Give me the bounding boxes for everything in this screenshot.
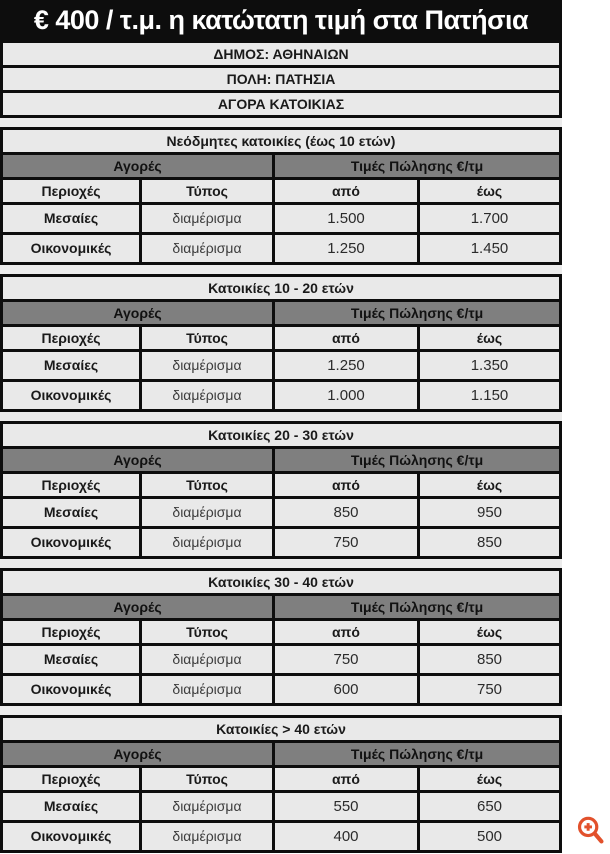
cell-area: Μεσαίες bbox=[3, 499, 139, 526]
group-header-prices: Τιμές Πώλησης €/τμ bbox=[275, 449, 559, 471]
col-header-area: Περιοχές bbox=[3, 180, 139, 202]
info-row-city: ΠΟΛΗ: ΠΑΤΗΣΙΑ bbox=[3, 68, 559, 90]
table-row bbox=[3, 205, 559, 232]
cell-price-to: 500 bbox=[420, 823, 559, 850]
group-header-row bbox=[3, 155, 559, 177]
cell-type: διαμέρισμα bbox=[142, 205, 272, 232]
cell-area: Οικονομικές bbox=[3, 529, 139, 556]
cell-price-from: 850 bbox=[275, 499, 417, 526]
section-10-20-years bbox=[0, 265, 562, 409]
group-header-prices: Τιμές Πώλησης €/τμ bbox=[275, 155, 559, 177]
group-header-prices: Τιμές Πώλησης €/τμ bbox=[275, 743, 559, 765]
table-row bbox=[3, 676, 559, 703]
col-header-area: Περιοχές bbox=[3, 474, 139, 496]
cell-area: Οικονομικές bbox=[3, 823, 139, 850]
cell-type: διαμέρισμα bbox=[142, 529, 272, 556]
cell-price-to: 750 bbox=[420, 676, 559, 703]
col-header-to: έως bbox=[420, 768, 559, 790]
group-header-markets: Αγορές bbox=[3, 743, 272, 765]
col-header-area: Περιοχές bbox=[3, 327, 139, 349]
col-header-type: Τύπος bbox=[142, 474, 272, 496]
group-header-row bbox=[3, 302, 559, 324]
cell-price-from: 600 bbox=[275, 676, 417, 703]
column-header-row bbox=[3, 768, 559, 790]
group-header-row bbox=[3, 596, 559, 618]
cell-price-from: 1.250 bbox=[275, 235, 417, 262]
cell-type: διαμέρισμα bbox=[142, 235, 272, 262]
cell-type: διαμέρισμα bbox=[142, 793, 272, 820]
group-header-prices: Τιμές Πώλησης €/τμ bbox=[275, 596, 559, 618]
table-row bbox=[3, 646, 559, 673]
table-row bbox=[3, 823, 559, 850]
section-divider bbox=[0, 265, 562, 274]
cell-area: Μεσαίες bbox=[3, 793, 139, 820]
cell-price-to: 650 bbox=[420, 793, 559, 820]
group-header-markets: Αγορές bbox=[3, 302, 272, 324]
column-header-row bbox=[3, 327, 559, 349]
table-row bbox=[3, 793, 559, 820]
group-header-markets: Αγορές bbox=[3, 155, 272, 177]
cell-type: διαμέρισμα bbox=[142, 676, 272, 703]
group-header-markets: Αγορές bbox=[3, 449, 272, 471]
cell-price-to: 950 bbox=[420, 499, 559, 526]
cell-type: διαμέρισμα bbox=[142, 382, 272, 409]
section-divider bbox=[0, 412, 562, 421]
cell-area: Μεσαίες bbox=[3, 646, 139, 673]
col-header-type: Τύπος bbox=[142, 327, 272, 349]
zoom-in-button[interactable] bbox=[575, 814, 605, 846]
cell-type: διαμέρισμα bbox=[142, 646, 272, 673]
column-header-row bbox=[3, 621, 559, 643]
table-row bbox=[3, 382, 559, 409]
col-header-to: έως bbox=[420, 180, 559, 202]
section-divider bbox=[0, 706, 562, 715]
cell-area: Οικονομικές bbox=[3, 676, 139, 703]
group-header-markets: Αγορές bbox=[3, 596, 272, 618]
magnifier-plus-icon bbox=[575, 834, 605, 849]
cell-price-from: 550 bbox=[275, 793, 417, 820]
page-title: € 400 / τ.μ. η κατώτατη τιμή στα Πατήσια bbox=[33, 5, 529, 35]
cell-type: διαμέρισμα bbox=[142, 499, 272, 526]
cell-price-from: 400 bbox=[275, 823, 417, 850]
section-divider bbox=[0, 559, 562, 568]
col-header-from: από bbox=[275, 180, 417, 202]
table-row bbox=[3, 529, 559, 556]
col-header-type: Τύπος bbox=[142, 180, 272, 202]
col-header-to: έως bbox=[420, 327, 559, 349]
table-row bbox=[3, 235, 559, 262]
group-header-row bbox=[3, 743, 559, 765]
col-header-to: έως bbox=[420, 474, 559, 496]
group-header-row bbox=[3, 449, 559, 471]
cell-price-to: 1.350 bbox=[420, 352, 559, 379]
col-header-area: Περιοχές bbox=[3, 621, 139, 643]
section-title: Κατοικίες 30 - 40 ετών bbox=[3, 571, 559, 593]
col-header-type: Τύπος bbox=[142, 621, 272, 643]
cell-price-from: 1.000 bbox=[275, 382, 417, 409]
col-header-type: Τύπος bbox=[142, 768, 272, 790]
table-row bbox=[3, 499, 559, 526]
section-20-30-years bbox=[0, 412, 562, 556]
col-header-from: από bbox=[275, 474, 417, 496]
column-header-row bbox=[3, 180, 559, 202]
section-30-40-years bbox=[0, 559, 562, 703]
cell-area: Μεσαίες bbox=[3, 352, 139, 379]
section-title: Κατοικίες > 40 ετών bbox=[3, 718, 559, 740]
cell-price-to: 850 bbox=[420, 529, 559, 556]
cell-price-to: 1.150 bbox=[420, 382, 559, 409]
section-title: Κατοικίες 20 - 30 ετών bbox=[3, 424, 559, 446]
cell-price-from: 1.250 bbox=[275, 352, 417, 379]
col-header-from: από bbox=[275, 327, 417, 349]
table-row bbox=[3, 352, 559, 379]
section-title: Νεόδμητες κατοικίες (έως 10 ετών) bbox=[3, 130, 559, 152]
cell-area: Οικονομικές bbox=[3, 235, 139, 262]
cell-area: Οικονομικές bbox=[3, 382, 139, 409]
info-row-market: ΑΓΟΡΑ ΚΑΤΟΙΚΙΑΣ bbox=[3, 93, 559, 115]
cell-price-from: 750 bbox=[275, 529, 417, 556]
cell-price-to: 1.700 bbox=[420, 205, 559, 232]
section-divider bbox=[0, 118, 562, 127]
cell-type: διαμέρισμα bbox=[142, 823, 272, 850]
column-header-row bbox=[3, 474, 559, 496]
cell-area: Μεσαίες bbox=[3, 205, 139, 232]
col-header-to: έως bbox=[420, 621, 559, 643]
section-new-homes bbox=[0, 118, 562, 262]
info-row-municipality: ΔΗΜΟΣ: ΑΘΗΝΑΙΩΝ bbox=[3, 43, 559, 65]
cell-price-to: 1.450 bbox=[420, 235, 559, 262]
group-header-prices: Τιμές Πώλησης €/τμ bbox=[275, 302, 559, 324]
cell-type: διαμέρισμα bbox=[142, 352, 272, 379]
col-header-from: από bbox=[275, 621, 417, 643]
cell-price-to: 850 bbox=[420, 646, 559, 673]
section-title: Κατοικίες 10 - 20 ετών bbox=[3, 277, 559, 299]
col-header-from: από bbox=[275, 768, 417, 790]
cell-price-from: 750 bbox=[275, 646, 417, 673]
col-header-area: Περιοχές bbox=[3, 768, 139, 790]
section-over-40-years bbox=[0, 706, 562, 850]
cell-price-from: 1.500 bbox=[275, 205, 417, 232]
